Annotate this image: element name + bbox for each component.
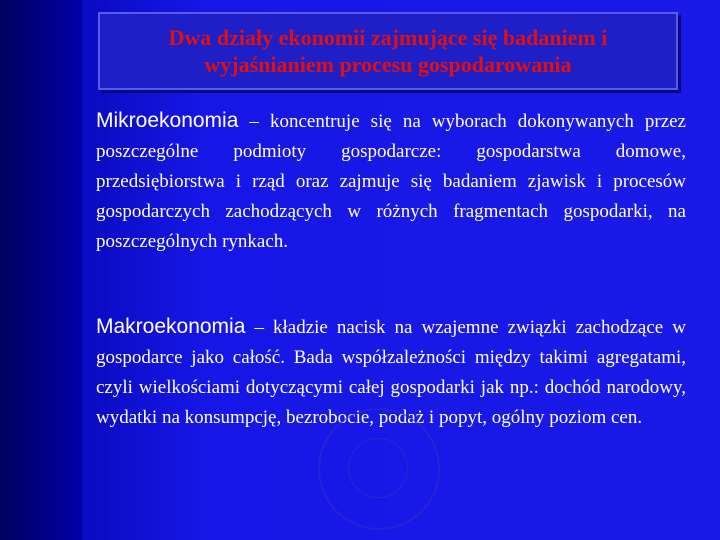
- title-box: [98, 12, 678, 90]
- definition-macroeconomics: – kładzie nacisk na wzajemne związki zachodzące w gospodarce jako całość. Bada współzależności między takimi agregatami, czyli wielkościami dotyczącymi całej gospodarki jak np.: dochód narodowy, wydatki na konsumpcję, bezrobocie, podaż i popyt, ogólny poziom cen.: [96, 317, 686, 428]
- term-macroeconomics: Makroekonomia: [96, 315, 246, 338]
- seal-inner-ring: [348, 438, 408, 498]
- university-seal-watermark: [318, 408, 440, 530]
- definition-microeconomics: – koncentruje się na wyborach dokonywanych przez poszczególne podmioty gospodarcze: gospodarstwa domowe, przedsiębiorstwa i rząd oraz zajmuje się badaniem zjawisk i procesów gospodarczych zachodzących w różnych fragmentach gospodarki, na poszczególnych rynkach.: [96, 111, 686, 252]
- left-decorative-band: [0, 0, 82, 540]
- term-microeconomics: Mikroekonomia: [96, 109, 239, 132]
- slide-title: Dwa działy ekonomii zajmujące się badaniem i wyjaśnianiem procesu gospodarowania: [168, 24, 608, 77]
- paragraph-microeconomics: [96, 106, 686, 257]
